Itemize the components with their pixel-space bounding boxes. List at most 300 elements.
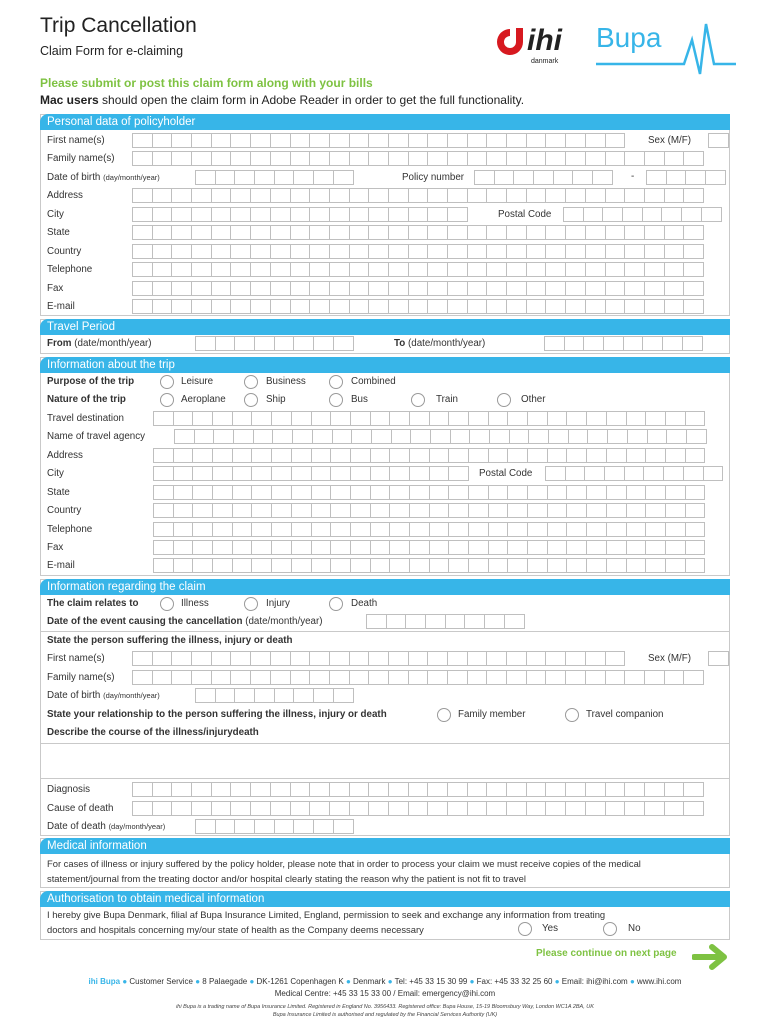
input-cell[interactable] [467, 225, 488, 240]
input-cell[interactable] [685, 558, 706, 573]
to-field[interactable] [544, 336, 702, 351]
input-cell[interactable] [486, 225, 507, 240]
input-cell[interactable] [408, 151, 429, 166]
input-cell[interactable] [664, 670, 685, 685]
input-cell[interactable] [506, 225, 527, 240]
input-cell[interactable] [271, 466, 292, 481]
input-cell[interactable] [309, 670, 330, 685]
input-cell[interactable] [330, 558, 351, 573]
input-cell[interactable] [427, 225, 448, 240]
input-cell[interactable] [467, 801, 488, 816]
input-cell[interactable] [215, 819, 236, 834]
input-cell[interactable] [330, 522, 351, 537]
input-cell[interactable] [448, 503, 469, 518]
input-cell[interactable] [586, 485, 607, 500]
input-cell[interactable] [388, 281, 409, 296]
input-cell[interactable] [230, 782, 251, 797]
input-cell[interactable] [665, 485, 686, 500]
input-cell[interactable] [171, 133, 192, 148]
input-cell[interactable] [665, 558, 686, 573]
input-cell[interactable] [388, 207, 409, 222]
input-cell[interactable] [230, 281, 251, 296]
first-names-field[interactable] [132, 133, 624, 148]
input-cell[interactable] [685, 503, 706, 518]
input-cell[interactable] [665, 411, 686, 426]
input-cell[interactable] [409, 558, 430, 573]
input-cell[interactable] [564, 336, 585, 351]
input-cell[interactable] [644, 801, 665, 816]
input-cell[interactable] [195, 336, 216, 351]
input-cell[interactable] [486, 299, 507, 314]
email-field[interactable] [132, 299, 703, 314]
nature-bus-radio[interactable] [329, 393, 343, 407]
input-cell[interactable] [251, 503, 272, 518]
input-cell[interactable] [232, 540, 253, 555]
input-cell[interactable] [566, 485, 587, 500]
input-cell[interactable] [468, 485, 489, 500]
input-cell[interactable] [349, 244, 370, 259]
input-cell[interactable] [270, 188, 291, 203]
input-cell[interactable] [626, 540, 647, 555]
input-cell[interactable] [683, 782, 704, 797]
input-cell[interactable] [350, 411, 371, 426]
input-cell[interactable] [391, 429, 412, 444]
input-cell[interactable] [484, 614, 505, 629]
input-cell[interactable] [349, 151, 370, 166]
input-cell[interactable] [447, 299, 468, 314]
input-cell[interactable] [173, 485, 194, 500]
input-cell[interactable] [548, 429, 569, 444]
input-cell[interactable] [290, 281, 311, 296]
input-cell[interactable] [152, 281, 173, 296]
input-cell[interactable] [606, 558, 627, 573]
input-cell[interactable] [192, 485, 213, 500]
input-cell[interactable] [311, 485, 332, 500]
input-cell[interactable] [171, 225, 192, 240]
input-cell[interactable] [664, 801, 685, 816]
input-cell[interactable] [153, 522, 174, 537]
input-cell[interactable] [132, 133, 153, 148]
input-cell[interactable] [606, 411, 627, 426]
input-cell[interactable] [309, 188, 330, 203]
address-field[interactable] [132, 188, 703, 203]
input-cell[interactable] [191, 651, 212, 666]
input-cell[interactable] [467, 651, 488, 666]
input-cell[interactable] [290, 225, 311, 240]
input-cell[interactable] [293, 819, 314, 834]
input-cell[interactable] [368, 151, 389, 166]
policy-number-field-b[interactable] [646, 170, 725, 185]
input-cell[interactable] [565, 151, 586, 166]
input-cell[interactable] [683, 670, 704, 685]
input-cell[interactable] [429, 411, 450, 426]
input-cell[interactable] [212, 558, 233, 573]
input-cell[interactable] [585, 281, 606, 296]
input-cell[interactable] [388, 244, 409, 259]
input-cell[interactable] [388, 133, 409, 148]
input-cell[interactable] [506, 782, 527, 797]
input-cell[interactable] [488, 485, 509, 500]
input-cell[interactable] [626, 485, 647, 500]
input-cell[interactable] [251, 411, 272, 426]
input-cell[interactable] [486, 281, 507, 296]
input-cell[interactable] [645, 411, 666, 426]
input-cell[interactable] [309, 299, 330, 314]
input-cell[interactable] [349, 801, 370, 816]
input-cell[interactable] [468, 411, 489, 426]
input-cell[interactable] [368, 670, 389, 685]
input-cell[interactable] [230, 299, 251, 314]
input-cell[interactable] [250, 151, 271, 166]
input-cell[interactable] [192, 411, 213, 426]
input-cell[interactable] [664, 151, 685, 166]
input-cell[interactable] [427, 670, 448, 685]
input-cell[interactable] [173, 522, 194, 537]
input-cell[interactable] [388, 188, 409, 203]
input-cell[interactable] [627, 429, 648, 444]
input-cell[interactable] [350, 540, 371, 555]
input-cell[interactable] [173, 466, 194, 481]
input-cell[interactable] [152, 188, 173, 203]
input-cell[interactable] [270, 651, 291, 666]
input-cell[interactable] [332, 429, 353, 444]
input-cell[interactable] [274, 170, 295, 185]
input-cell[interactable] [270, 225, 291, 240]
input-cell[interactable] [290, 244, 311, 259]
input-cell[interactable] [410, 429, 431, 444]
input-cell[interactable] [173, 448, 194, 463]
input-cell[interactable] [703, 466, 724, 481]
input-cell[interactable] [368, 188, 389, 203]
input-cell[interactable] [683, 466, 704, 481]
input-cell[interactable] [195, 688, 216, 703]
input-cell[interactable] [447, 188, 468, 203]
input-cell[interactable] [349, 225, 370, 240]
input-cell[interactable] [526, 651, 547, 666]
input-cell[interactable] [250, 207, 271, 222]
input-cell[interactable] [545, 801, 566, 816]
input-cell[interactable] [192, 522, 213, 537]
input-cell[interactable] [309, 244, 330, 259]
input-cell[interactable] [405, 614, 426, 629]
input-cell[interactable] [605, 782, 626, 797]
input-cell[interactable] [171, 281, 192, 296]
input-cell[interactable] [585, 133, 606, 148]
input-cell[interactable] [468, 522, 489, 537]
input-cell[interactable] [605, 801, 626, 816]
input-cell[interactable] [311, 448, 332, 463]
input-cell[interactable] [469, 429, 490, 444]
input-cell[interactable] [230, 262, 251, 277]
input-cell[interactable] [644, 225, 665, 240]
input-cell[interactable] [645, 503, 666, 518]
input-cell[interactable] [272, 429, 293, 444]
input-cell[interactable] [271, 503, 292, 518]
input-cell[interactable] [527, 503, 548, 518]
input-cell[interactable] [212, 411, 233, 426]
input-cell[interactable] [234, 688, 255, 703]
input-cell[interactable] [624, 670, 645, 685]
input-cell[interactable] [389, 485, 410, 500]
input-cell[interactable] [271, 485, 292, 500]
input-cell[interactable] [212, 522, 233, 537]
input-cell[interactable] [233, 429, 254, 444]
input-cell[interactable] [132, 782, 153, 797]
input-cell[interactable] [486, 151, 507, 166]
input-cell[interactable] [665, 522, 686, 537]
input-cell[interactable] [291, 485, 312, 500]
purpose-business-radio[interactable] [244, 375, 258, 389]
input-cell[interactable] [645, 448, 666, 463]
input-cell[interactable] [171, 262, 192, 277]
input-cell[interactable] [408, 188, 429, 203]
input-cell[interactable] [329, 188, 350, 203]
nature-aeroplane-radio[interactable] [160, 393, 174, 407]
input-cell[interactable] [467, 670, 488, 685]
input-cell[interactable] [309, 651, 330, 666]
input-cell[interactable] [232, 411, 253, 426]
input-cell[interactable] [370, 522, 391, 537]
input-cell[interactable] [292, 429, 313, 444]
input-cell[interactable] [489, 429, 510, 444]
input-cell[interactable] [408, 225, 429, 240]
input-cell[interactable] [173, 411, 194, 426]
input-cell[interactable] [251, 522, 272, 537]
input-cell[interactable] [313, 336, 334, 351]
input-cell[interactable] [527, 448, 548, 463]
input-cell[interactable] [683, 299, 704, 314]
input-cell[interactable] [313, 819, 334, 834]
input-cell[interactable] [448, 448, 469, 463]
input-cell[interactable] [211, 262, 232, 277]
input-cell[interactable] [527, 558, 548, 573]
input-cell[interactable] [389, 522, 410, 537]
input-cell[interactable] [408, 782, 429, 797]
input-cell[interactable] [509, 429, 530, 444]
trip-state-field[interactable] [153, 485, 704, 500]
input-cell[interactable] [447, 225, 468, 240]
input-cell[interactable] [370, 411, 391, 426]
input-cell[interactable] [371, 429, 392, 444]
input-cell[interactable] [368, 244, 389, 259]
input-cell[interactable] [389, 448, 410, 463]
input-cell[interactable] [507, 540, 528, 555]
input-cell[interactable] [250, 670, 271, 685]
input-cell[interactable] [171, 207, 192, 222]
input-cell[interactable] [685, 485, 706, 500]
input-cell[interactable] [152, 651, 173, 666]
input-cell[interactable] [664, 244, 685, 259]
input-cell[interactable] [171, 188, 192, 203]
input-cell[interactable] [565, 244, 586, 259]
input-cell[interactable] [685, 411, 706, 426]
input-cell[interactable] [153, 466, 174, 481]
input-cell[interactable] [333, 336, 354, 351]
input-cell[interactable] [152, 262, 173, 277]
trip-telephone-field[interactable] [153, 522, 704, 537]
input-cell[interactable] [192, 503, 213, 518]
input-cell[interactable] [211, 670, 232, 685]
input-cell[interactable] [290, 133, 311, 148]
input-cell[interactable] [506, 651, 527, 666]
input-cell[interactable] [664, 782, 685, 797]
input-cell[interactable] [547, 411, 568, 426]
input-cell[interactable] [585, 151, 606, 166]
input-cell[interactable] [666, 429, 687, 444]
input-cell[interactable] [366, 614, 387, 629]
input-cell[interactable] [132, 151, 153, 166]
input-cell[interactable] [607, 429, 628, 444]
input-cell[interactable] [171, 651, 192, 666]
input-cell[interactable] [271, 522, 292, 537]
input-cell[interactable] [211, 151, 232, 166]
input-cell[interactable] [291, 466, 312, 481]
input-cell[interactable] [506, 244, 527, 259]
input-cell[interactable] [192, 466, 213, 481]
input-cell[interactable] [211, 299, 232, 314]
input-cell[interactable] [350, 503, 371, 518]
input-cell[interactable] [545, 262, 566, 277]
input-cell[interactable] [565, 651, 586, 666]
input-cell[interactable] [645, 522, 666, 537]
relates-death-radio[interactable] [329, 597, 343, 611]
purpose-leisure-radio[interactable] [160, 375, 174, 389]
input-cell[interactable] [427, 188, 448, 203]
input-cell[interactable] [624, 188, 645, 203]
input-cell[interactable] [606, 522, 627, 537]
input-cell[interactable] [230, 133, 251, 148]
input-cell[interactable] [664, 188, 685, 203]
input-cell[interactable] [309, 782, 330, 797]
input-cell[interactable] [329, 281, 350, 296]
input-cell[interactable] [211, 207, 232, 222]
input-cell[interactable] [311, 558, 332, 573]
input-cell[interactable] [566, 411, 587, 426]
input-cell[interactable] [545, 133, 566, 148]
input-cell[interactable] [486, 262, 507, 277]
input-cell[interactable] [605, 651, 626, 666]
input-cell[interactable] [313, 170, 334, 185]
authorisation-yes-radio[interactable] [518, 922, 532, 936]
input-cell[interactable] [291, 411, 312, 426]
input-cell[interactable] [191, 670, 212, 685]
input-cell[interactable] [254, 336, 275, 351]
input-cell[interactable] [447, 651, 468, 666]
input-cell[interactable] [409, 503, 430, 518]
input-cell[interactable] [195, 170, 216, 185]
input-cell[interactable] [230, 188, 251, 203]
input-cell[interactable] [313, 688, 334, 703]
date-of-death-field[interactable] [195, 819, 353, 834]
input-cell[interactable] [232, 485, 253, 500]
input-cell[interactable] [506, 262, 527, 277]
input-cell[interactable] [447, 151, 468, 166]
input-cell[interactable] [271, 558, 292, 573]
input-cell[interactable] [427, 299, 448, 314]
input-cell[interactable] [270, 262, 291, 277]
input-cell[interactable] [429, 522, 450, 537]
input-cell[interactable] [585, 299, 606, 314]
input-cell[interactable] [467, 133, 488, 148]
input-cell[interactable] [605, 244, 626, 259]
input-cell[interactable] [271, 411, 292, 426]
dob-field[interactable] [195, 170, 353, 185]
input-cell[interactable] [191, 281, 212, 296]
input-cell[interactable] [192, 448, 213, 463]
input-cell[interactable] [685, 448, 706, 463]
input-cell[interactable] [250, 782, 271, 797]
input-cell[interactable] [664, 262, 685, 277]
input-cell[interactable] [329, 299, 350, 314]
input-cell[interactable] [232, 466, 253, 481]
input-cell[interactable] [585, 670, 606, 685]
input-cell[interactable] [232, 558, 253, 573]
input-cell[interactable] [683, 188, 704, 203]
trip-email-field[interactable] [153, 558, 704, 573]
input-cell[interactable] [173, 558, 194, 573]
input-cell[interactable] [271, 448, 292, 463]
input-cell[interactable] [467, 151, 488, 166]
input-cell[interactable] [468, 558, 489, 573]
input-cell[interactable] [290, 207, 311, 222]
input-cell[interactable] [254, 819, 275, 834]
input-cell[interactable] [624, 225, 645, 240]
input-cell[interactable] [605, 670, 626, 685]
trip-postal-code-field[interactable] [545, 466, 722, 481]
input-cell[interactable] [606, 485, 627, 500]
input-cell[interactable] [270, 670, 291, 685]
input-cell[interactable] [251, 540, 272, 555]
input-cell[interactable] [270, 151, 291, 166]
input-cell[interactable] [685, 170, 706, 185]
input-cell[interactable] [624, 299, 645, 314]
input-cell[interactable] [312, 429, 333, 444]
input-cell[interactable] [681, 207, 702, 222]
input-cell[interactable] [311, 503, 332, 518]
input-cell[interactable] [290, 670, 311, 685]
input-cell[interactable] [153, 448, 174, 463]
input-cell[interactable] [427, 262, 448, 277]
input-cell[interactable] [270, 244, 291, 259]
input-cell[interactable] [447, 801, 468, 816]
input-cell[interactable] [152, 151, 173, 166]
input-cell[interactable] [370, 540, 391, 555]
input-cell[interactable] [250, 651, 271, 666]
input-cell[interactable] [409, 448, 430, 463]
input-cell[interactable] [545, 466, 566, 481]
input-cell[interactable] [506, 281, 527, 296]
input-cell[interactable] [605, 133, 626, 148]
input-cell[interactable] [467, 281, 488, 296]
input-cell[interactable] [526, 281, 547, 296]
input-cell[interactable] [447, 133, 468, 148]
input-cell[interactable] [171, 782, 192, 797]
input-cell[interactable] [622, 207, 643, 222]
input-cell[interactable] [132, 670, 153, 685]
input-cell[interactable] [251, 466, 272, 481]
input-cell[interactable] [309, 801, 330, 816]
input-cell[interactable] [329, 133, 350, 148]
input-cell[interactable] [388, 151, 409, 166]
input-cell[interactable] [488, 558, 509, 573]
input-cell[interactable] [409, 485, 430, 500]
input-cell[interactable] [533, 170, 554, 185]
input-cell[interactable] [606, 540, 627, 555]
input-cell[interactable] [623, 336, 644, 351]
input-cell[interactable] [290, 151, 311, 166]
sex-field[interactable] [708, 133, 728, 148]
input-cell[interactable] [644, 281, 665, 296]
